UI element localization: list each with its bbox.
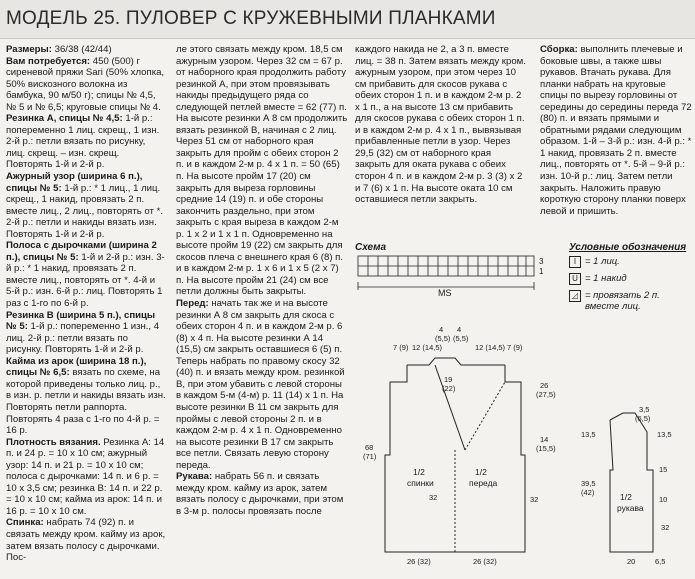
schema-grid	[358, 256, 534, 276]
pattern-diagram	[355, 320, 695, 578]
dim-label: 26	[540, 381, 549, 390]
piece-label: спинки	[407, 478, 434, 488]
dim-label: 7 (9)	[393, 343, 409, 352]
dim-label: 14	[540, 435, 549, 444]
knit-symbol-icon: I	[569, 256, 581, 268]
dim-label: 26 (32)	[473, 557, 497, 566]
dim-label: 32	[661, 523, 670, 532]
title-bar	[0, 0, 695, 39]
legend-item: U = 1 накид	[569, 273, 690, 285]
text-block: Плотность вязания. Резинка А: 14 п. и 24 р. = 10 х 10 см; ажурный узор: 14 п. и 21 р. = 10 х 10 см; полоса с дырочками: 14 п. и 6 р. = 10 х 3,5 см; резинка В: 14 п. и 22 р. = 10 х 10 см; кайма из арок: 14 п. и 16 р. = 10 х 10 см.	[6, 436, 165, 517]
piece-label: 1/2	[413, 467, 425, 477]
text-block: Сборка: выполнить плечевые и боковые швы, а также швы рукавов. Втачать рукава. Для планки набрать на круговые спицы по вырезу горловины от середины до середины переда 72 (80) п. и вязать прямыми и обратными рядами следующим образом. 1-й – 3-й р.: изн. 4-й р.: * 1 накид, провязать 2 п. вместе лиц., повторять от *. 5-й – 9-й р.: изн. 10-й р.: лиц. Затем петли закрыть. Наложить правую короткую сторону планки поверх левой и пришить.	[540, 44, 692, 217]
text-column-2	[176, 44, 348, 517]
dim-label: 15	[659, 465, 668, 474]
legend-item: I = 1 лиц.	[569, 256, 690, 268]
dim-label: 32	[530, 495, 539, 504]
text-block: ле этого связать между кром. 18,5 см ажурным узором. Через 32 см = 67 р. от наборного края продолжить работу резинкой А, при этом провязывать накиды предыдущего ряда со следующей петлей вместе = 62 (77) п. На высоте резинки А 8 см продолжить вязать резинкой В, начиная с 2 лиц. Через 51 см от наборного края закрыть для пройм с обеих сторон 2 п. и в каждом 2-м р. 4 х 1 п. = 50 (65) п. На высоте пройм 17 (20) см закрыть для выреза горловины средние 14 (19) п. и обе стороны закончить раздельно, при этом закрыть с края выреза в каждом 2-м р. 1 х 2 и 1 х 1 п. Одновременно на высоте пройм 19 (22) см закрыть для скосов плеча с внешнего края 6 (8) п. и в каждом 2-м р. 1 х 6 и 1 х 5 (2 х 7) п. На высоте пройм 21 (24) см все петли должны быть закрыты.	[176, 44, 348, 298]
text-block: Спинка: набрать 74 (92) п. и связать между кром. кайму из арок, затем вязать полосу с дырочками. Пос-	[6, 517, 166, 564]
piece-label: переда	[469, 478, 498, 488]
dim-label: (42)	[581, 488, 595, 497]
piece-label: рукава	[617, 503, 644, 513]
dim-label: 39,5	[581, 479, 596, 488]
dim-label: 3,5	[639, 405, 650, 414]
text-column-3	[355, 44, 528, 206]
dim-label: 10	[659, 495, 668, 504]
dim-label: 12 (14,5)	[475, 343, 506, 352]
dim-label: 20	[627, 557, 636, 566]
dim-label: 26 (32)	[407, 557, 431, 566]
dim-label: (5,5)	[435, 334, 451, 343]
dim-label: 4	[457, 325, 462, 334]
schema-row-label-1: 1	[539, 267, 544, 276]
text-block: каждого накида не 2, а 3 п. вместе лиц. = 38 п. Затем вязать между кром. ажурным узором, при этом через 10 см прибавить для скосов рукава с обеих сторон 1 п. и в каждом 2-м р. 2 х 1 п., а на высоте 13 см прибавить для скосов рукава с обеих сторон 1 п. и в каждом 2-м р. 4 х 1 п., вывязывая прибавленные петли в узор. Через 29,5 (32) см от наборного края закрыть для оката рукава с обеих сторон 4 п. и в каждом 2-м р. 3 (3) х 2 и 7 (6) х 1 п. На высоте оката 10 см оставшиеся петли закрыть.	[355, 44, 526, 206]
piece-label: 1/2	[475, 467, 487, 477]
text-block: Резинка В (ширина 5 п.), спицы № 5: 1-й р.: попеременно 1 изн., 4 лиц. 2-й р.: петли вязать по рисунку. Повторять 1-й и 2-й р.	[6, 309, 160, 356]
dim-label: (27,5)	[536, 390, 556, 399]
dim-label: 32	[429, 493, 438, 502]
dim-label: 13,5	[657, 430, 672, 439]
text-column-1	[6, 44, 166, 564]
text-block: Кайма из арок (ширина 18 п.), спицы № 6,5: вязать по схеме, на которой приведены только лиц. р., в изн. р. петли и накиды вязать изн. Повторять петли раппорта. Повторять 4 раза с 1-го по 4-й р. = 16 р.	[6, 355, 166, 437]
schema-chart	[355, 254, 545, 300]
legend-title: Условные обозначения	[569, 242, 687, 253]
yarn-over-symbol-icon: U	[569, 273, 581, 285]
dim-label: 13,5	[581, 430, 596, 439]
text-block: Ажурный узор (ширина 6 п.), спицы № 5: 1-й р.: * 1 лиц., 1 лиц. скрещ., 1 накид, провязать 2 п. вместе лиц., 2 лиц., повторять от *. 2-й р.: петли и накиды вязать изн. Повторять 1-й и 2-й р.	[6, 171, 164, 240]
dim-label: (15,5)	[536, 444, 556, 453]
dim-label: 6,5	[655, 557, 666, 566]
text-column-4	[540, 44, 692, 217]
text-block: Рукава: набрать 56 п. и связать между кром. кайму из арок, затем вязать полосу с дырочками, при этом в 3-м р. полосы провязать после	[176, 471, 344, 517]
dim-label: 7 (9)	[507, 343, 523, 352]
text-block: Вам потребуется: 450 (500) г сиреневой пряжи Sari (50% хлопка, 50% вискозного волокна из бамбука, 90 м/50 г); спицы № 4,5, № 5 и № 6,5; круговые спицы № 4.	[6, 55, 165, 113]
dim-label: (6,5)	[635, 414, 651, 423]
text-block: Резинка А, спицы № 4,5: 1-й р.: попеременно 1 лиц. скрещ., 1 изн. 2-й р.: петли вязать по рисунку, лиц. скрещ. – изн. скрещ. Повторять 1-й и 2-й р.	[6, 113, 160, 171]
k2tog-symbol-icon: ◿	[569, 290, 581, 302]
page-title: МОДЕЛЬ 25. ПУЛОВЕР С КРУЖЕВНЫМИ ПЛАНКАМИ	[6, 8, 496, 29]
schema-row-label-3: 3	[539, 257, 544, 266]
text-block: Полоса с дырочками (ширина 2 п.), спицы № 5: 1-й и 2-й р.: изн. 3-й р.: * 1 накид, провязать 2 п. вместе лиц., повторять от *. 4-й и 5-й р.: изн. 6-й р.: лиц. Повторять 1 раз с 1-го по 6-й р.	[6, 240, 165, 310]
text-block: Размеры: 36/38 (42/44)	[6, 44, 112, 55]
dim-label: 19	[444, 375, 453, 384]
pattern-dims	[363, 325, 672, 566]
dim-label: 4	[439, 325, 444, 334]
legend-item: ◿ = провязать 2 п. вместе лиц.	[569, 290, 690, 312]
dim-label: (71)	[363, 452, 377, 461]
dim-label: (22)	[442, 384, 456, 393]
dim-label: (5,5)	[453, 334, 469, 343]
schema-title: Схема	[355, 242, 387, 253]
text-block: Перед: начать так же и на высоте резинки А 8 см закрыть для скоса с обеих сторон 4 п. и в каждом 2-м р. 6 (8) х 4 п. На высоте резинки А 14 (15,5) см закрыть оставшиеся 6 (5) п. Теперь набрать по правому скосу 32 (40) п. и вязать между кром. резинкой В, при этом убавить с левой стороны в каждом 5-м (4-м) р. 11 (14) х 1 п. На высоте резинки В 11 см закрыть для проймы с левой стороны 2 п. и в каждом 2-м р. 4 х 1 п. Одновременно на высоте резинки В 17 см закрыть все петли. Связать левую сторону переда.	[176, 298, 345, 471]
dim-label: 12 (14,5)	[412, 343, 443, 352]
piece-label: 1/2	[620, 492, 632, 502]
pattern-outlines	[385, 358, 653, 552]
dim-label: 68	[365, 443, 374, 452]
ms-label: MS	[438, 288, 452, 298]
